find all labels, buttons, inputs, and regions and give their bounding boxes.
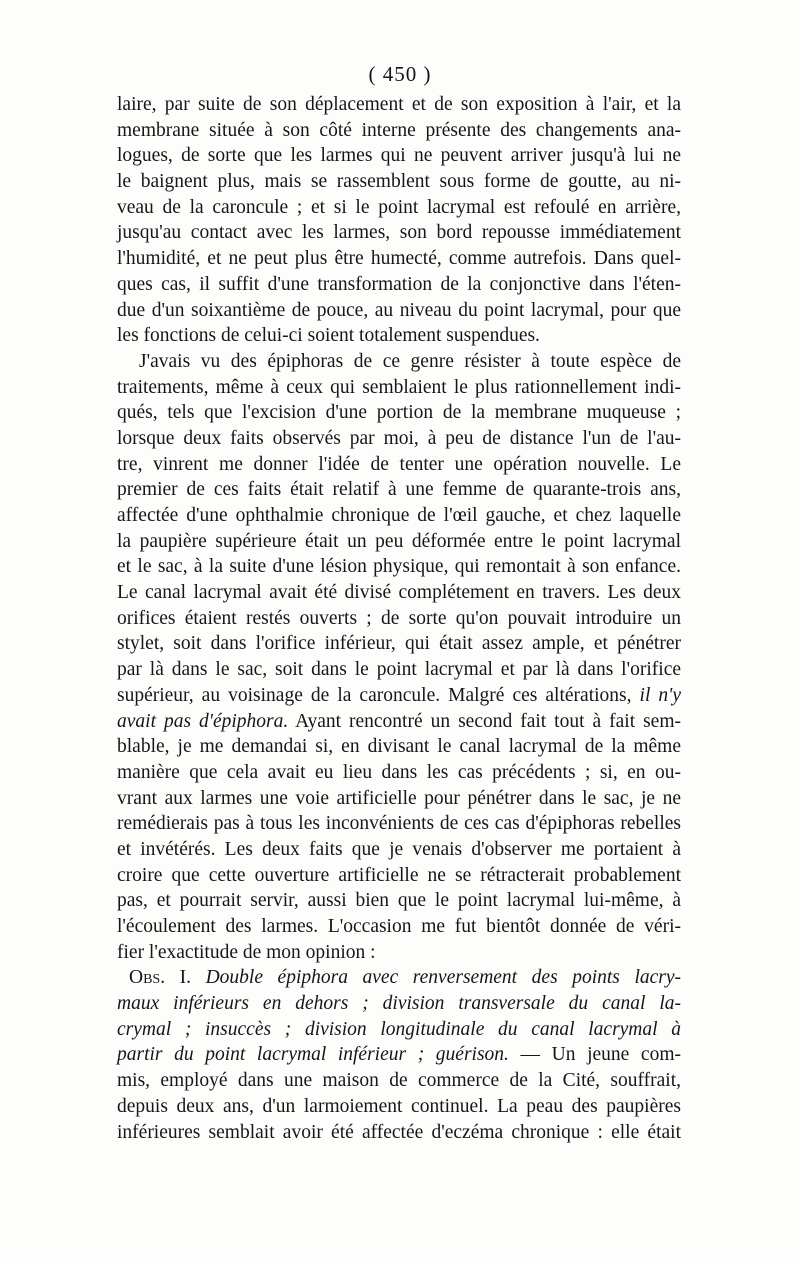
text-run: le baignent plus, mais se rassemblent sous forme de goutte, au ni- bbox=[117, 171, 681, 193]
text-line bbox=[117, 811, 681, 837]
text-run: membrane située à son côté interne présente des changements ana- bbox=[117, 119, 681, 141]
text-run: premier de ces faits était relatif à une femme de quarante-trois ans, bbox=[117, 479, 681, 501]
text-run: logues, de sorte que les larmes qui ne peuvent arriver jusqu'à lui ne bbox=[117, 145, 681, 167]
text-line bbox=[117, 965, 681, 991]
text-line bbox=[117, 888, 681, 914]
text-line bbox=[117, 580, 681, 606]
text-line bbox=[117, 863, 681, 889]
text-line bbox=[117, 92, 681, 118]
text-run: maux inférieurs en dehors ; division transversale du canal la- bbox=[117, 993, 681, 1015]
text-line bbox=[117, 426, 681, 452]
text-line bbox=[117, 220, 681, 246]
text-line bbox=[117, 914, 681, 940]
text-line bbox=[117, 298, 681, 324]
text-run: et le sac, à la suite d'une lésion physique, qui remontait à son enfance. bbox=[117, 556, 681, 578]
text-run: partir du point lacrymal inférieur ; guérison. bbox=[117, 1044, 509, 1066]
text-line bbox=[117, 554, 681, 580]
body-text bbox=[117, 92, 681, 1145]
text-run: l'écoulement des larmes. L'occasion me fut bientôt donnée de véri- bbox=[117, 916, 681, 937]
text-run: crymal ; insuccès ; division longitudinale du canal lacrymal à bbox=[117, 1018, 681, 1040]
text-line bbox=[117, 349, 681, 375]
text-run: supérieur, au voisinage de la caroncule. Malgré ces altérations, bbox=[117, 684, 640, 706]
text-line bbox=[117, 1068, 681, 1094]
text-run: remédierais pas à tous les inconvénients de ces cas d'épiphoras rebelles bbox=[117, 813, 681, 835]
text-line bbox=[117, 375, 681, 401]
text-run: fier l'exactitude de mon opinion : bbox=[117, 941, 376, 963]
text-line bbox=[117, 760, 681, 786]
text-run: qués, tels que l'excision d'une portion de la membrane muqueuse ; bbox=[117, 402, 681, 424]
text-run: stylet, soit dans l'orifice inférieur, qui était assez ample, et pénétrer bbox=[117, 633, 681, 655]
text-run: blable, je me demandai si, en divisant le canal lacrymal de la même bbox=[117, 736, 681, 758]
text-run: mis, employé dans une maison de commerce de la Cité, souffrait, bbox=[117, 1070, 681, 1092]
text-line bbox=[117, 734, 681, 760]
text-line bbox=[117, 1120, 681, 1146]
text-run: vrant aux larmes une voie artificielle pour pénétrer dans le sac, je ne bbox=[117, 787, 681, 809]
text-run: laire, par suite de son déplacement et de son exposition à l'air, et la bbox=[117, 94, 681, 115]
text-line bbox=[117, 683, 681, 709]
text-run: traitements, même à ceux qui semblaient le plus rationnellement indi- bbox=[117, 376, 681, 398]
text-run: veau de la caroncule ; et si le point lacrymal est refoulé en arrière, bbox=[117, 196, 681, 218]
text-run: l'humidité, et ne peut plus être humecté, comme autrefois. Dans quel- bbox=[117, 248, 681, 270]
text-run: pas, et pourrait servir, aussi bien que le point lacrymal lui-même, à bbox=[117, 890, 681, 912]
text-line bbox=[117, 940, 681, 966]
text-run: affectée d'une ophthalmie chronique de l'œil gauche, et chez laquelle bbox=[117, 505, 681, 526]
text-run: orifices étaient restés ouverts ; de sorte qu'on pouvait introduire un bbox=[117, 607, 681, 629]
text-line bbox=[117, 169, 681, 195]
text-line bbox=[117, 606, 681, 632]
text-line bbox=[117, 991, 681, 1017]
text-line bbox=[117, 452, 681, 478]
text-run: lorsque deux faits observés par moi, à peu de distance l'un de l'au- bbox=[117, 427, 681, 449]
text-line bbox=[117, 1094, 681, 1120]
text-run: Obs. I. bbox=[129, 967, 206, 989]
text-line bbox=[117, 657, 681, 683]
text-run: la paupière supérieure était un peu déformée entre le point lacrymal bbox=[117, 530, 681, 552]
text-run: Ayant rencontré un second fait tout à fait sem- bbox=[288, 710, 681, 732]
text-run: avait pas d'épiphora. bbox=[117, 710, 289, 732]
text-line bbox=[117, 400, 681, 426]
text-run: il n'y bbox=[639, 684, 681, 706]
text-line bbox=[117, 1042, 681, 1068]
text-line bbox=[117, 709, 681, 735]
text-line bbox=[117, 195, 681, 221]
text-run: J'avais vu des épiphoras de ce genre résister à toute espèce de bbox=[139, 350, 681, 372]
text-line bbox=[117, 631, 681, 657]
text-run: tre, vinrent me donner l'idée de tenter une opération nouvelle. Le bbox=[117, 453, 681, 475]
text-line bbox=[117, 118, 681, 144]
text-run: croire que cette ouverture artificielle ne se rétracterait probablement bbox=[117, 864, 681, 886]
text-run: et invétérés. Les deux faits que je venais d'observer me portaient à bbox=[117, 838, 681, 860]
text-line bbox=[117, 529, 681, 555]
text-run: due d'un soixantième de pouce, au niveau du point lacrymal, pour que bbox=[117, 299, 681, 321]
text-line bbox=[117, 1017, 681, 1043]
text-line bbox=[117, 323, 681, 349]
text-line bbox=[117, 246, 681, 272]
text-run: — Un jeune com- bbox=[508, 1044, 681, 1066]
text-run: inférieures semblait avoir été affectée d'eczéma chronique : elle était bbox=[117, 1121, 681, 1143]
text-run: ques cas, il suffit d'une transformation de la conjonctive dans l'éten- bbox=[117, 273, 681, 295]
page-number: ( 450 ) bbox=[368, 62, 432, 86]
text-line bbox=[117, 837, 681, 863]
text-line bbox=[117, 272, 681, 298]
text-line bbox=[117, 477, 681, 503]
text-run: jusqu'au contact avec les larmes, son bord repousse immédiatement bbox=[117, 222, 681, 244]
text-run: Double épiphora avec renversement des points lacry- bbox=[205, 967, 682, 989]
text-run: manière que cela avait eu lieu dans les cas précédents ; si, en ou- bbox=[117, 761, 681, 783]
text-run: par là dans le sac, soit dans le point lacrymal et par là dans l'orifice bbox=[117, 659, 681, 681]
text-line bbox=[117, 786, 681, 812]
text-line bbox=[117, 503, 681, 529]
text-line bbox=[117, 143, 681, 169]
text-run: Le canal lacrymal avait été divisé complétement en travers. Les deux bbox=[117, 582, 681, 604]
text-run: les fonctions de celui-ci soient totalement suspendues. bbox=[117, 325, 540, 347]
text-run: depuis deux ans, d'un larmoiement continuel. La peau des paupières bbox=[117, 1095, 681, 1117]
